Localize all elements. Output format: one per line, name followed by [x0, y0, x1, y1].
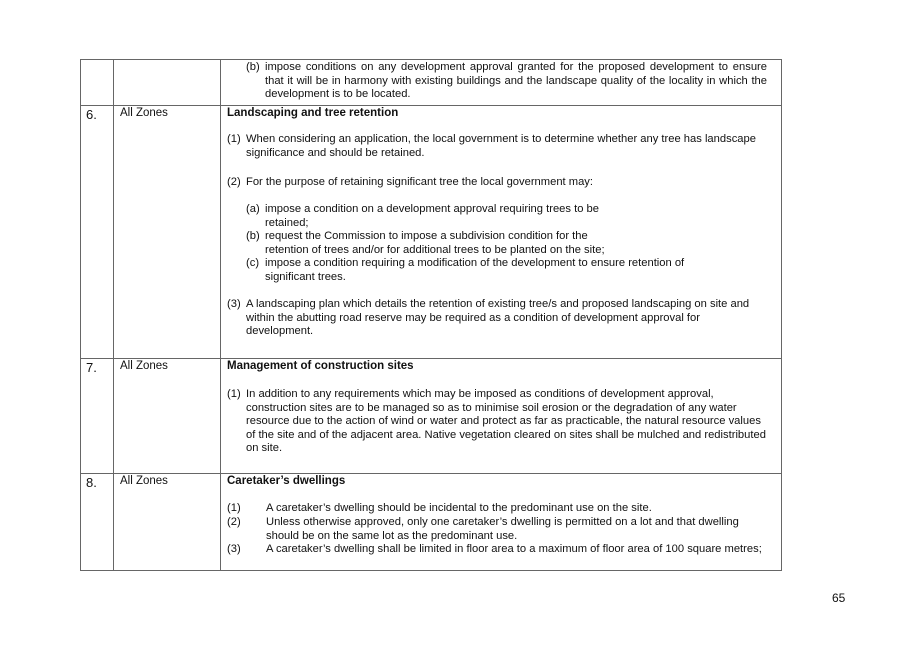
provision-cell — [220, 359, 781, 473]
list-item — [227, 133, 767, 160]
item-label: (3) — [227, 543, 241, 555]
list-item — [246, 230, 621, 257]
item-label: (1) — [227, 388, 241, 400]
list-item — [227, 298, 767, 339]
item-text: A caretaker’s dwelling should be incidental to the predominant use on the site. — [266, 502, 652, 514]
item-text: A landscaping plan which details the retention of existing tree/s and proposed landscaping on site and within the abutting road reserve may be required as a condition of development approval for development. — [246, 298, 750, 337]
list-item — [227, 176, 767, 190]
item-text: For the purpose of retaining significant tree the local government may: — [246, 176, 593, 188]
list-item — [227, 516, 767, 543]
item-label: (1) — [227, 502, 241, 514]
provision-cell — [220, 60, 781, 105]
zone-label: All Zones — [120, 360, 168, 372]
zone-label: All Zones — [120, 107, 168, 119]
item-label: (b) — [246, 61, 260, 73]
provision-cell — [220, 106, 781, 358]
list-item — [246, 61, 767, 102]
item-label: (3) — [227, 298, 241, 310]
clause-heading: Management of construction sites — [227, 360, 414, 372]
item-label: (2) — [227, 516, 241, 528]
table-row — [81, 473, 781, 571]
clause-heading: Caretaker’s dwellings — [227, 475, 346, 487]
number-cell — [81, 60, 114, 105]
zone-cell — [113, 60, 221, 105]
item-text: In addition to any requirements which may be imposed as conditions of development approval, construction sites are to be managed so as to minimise soil erosion or the degradation of any water resource due to the action of wind or water and protect as far as practicable, the natural resource values of the site and of the adjacent area. Native vegetation cleared on sites shall be mulched and redistributed on site. — [246, 388, 766, 454]
table-row — [81, 59, 781, 105]
item-label: (2) — [227, 176, 241, 188]
provisions-table — [80, 59, 782, 571]
table-row — [81, 358, 781, 473]
item-text: impose a condition on a development approval requiring trees to be retained; — [265, 203, 599, 229]
list-item — [246, 203, 621, 230]
page-number: 65 — [832, 591, 846, 605]
item-label: (b) — [246, 230, 260, 242]
item-text: request the Commission to impose a subdivision condition for the retention of trees and/or for additional trees to be planted on the site; — [265, 230, 605, 256]
list-item — [227, 502, 767, 516]
zone-cell — [113, 474, 221, 570]
clause-number: 7. — [86, 360, 97, 375]
item-text: Unless otherwise approved, only one caretaker’s dwelling is permitted on a lot and that dwelling should be on the same lot as the predominant use. — [266, 516, 739, 542]
clause-heading: Landscaping and tree retention — [227, 107, 399, 119]
list-item — [227, 388, 767, 456]
item-text: When considering an application, the local government is to determine whether any tree has landscape significance and should be retained. — [246, 133, 756, 159]
item-text: A caretaker’s dwelling shall be limited in floor area to a maximum of floor area of 100 square metres; — [266, 543, 762, 555]
number-cell — [81, 474, 114, 570]
zone-cell — [113, 106, 221, 358]
item-text: impose a condition requiring a modification of the development to ensure retention of significant trees. — [265, 257, 685, 283]
item-label: (1) — [227, 133, 241, 145]
zone-label: All Zones — [120, 475, 168, 487]
item-label: (c) — [246, 257, 260, 269]
list-item — [246, 257, 729, 284]
table-row — [81, 105, 781, 358]
provision-cell — [220, 474, 781, 570]
item-label: (a) — [246, 203, 260, 215]
zone-cell — [113, 359, 221, 473]
clause-number: 8. — [86, 475, 97, 490]
number-cell — [81, 359, 114, 473]
number-cell — [81, 106, 114, 358]
clause-number: 6. — [86, 107, 97, 122]
item-text: impose conditions on any development approval granted for the proposed development to ensure that it will be in harmony with existing buildings and the landscape quality of the locality in which the development is to be located. — [265, 61, 767, 100]
list-item — [227, 543, 767, 557]
